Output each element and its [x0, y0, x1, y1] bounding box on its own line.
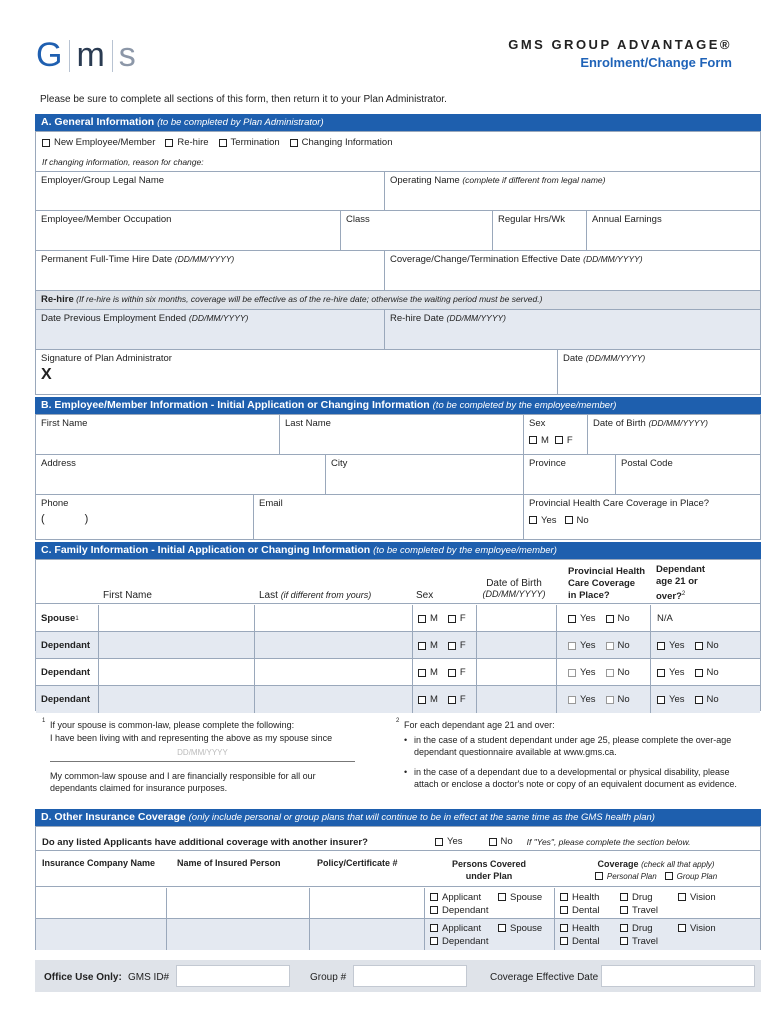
rehire-date-format: (DD/MM/YYYY): [446, 313, 506, 323]
gms-id-label: GMS ID#: [128, 972, 170, 983]
family-last-name-input[interactable]: [255, 632, 411, 659]
family-row-label: [41, 640, 90, 651]
gms-logo: [36, 36, 137, 75]
insured-person-input[interactable]: [167, 919, 308, 950]
family-last-name-input[interactable]: [255, 605, 411, 632]
section-a-header: [35, 114, 761, 131]
coverage-health-label: Health: [572, 892, 600, 903]
rehire-label: Re-hire: [177, 137, 209, 148]
family-column-divider: [650, 605, 651, 632]
province-label: Province: [529, 458, 566, 469]
insurance-column-divider: [554, 919, 555, 950]
family-relationship: Spouse: [41, 613, 76, 624]
section-b-note: (to be completed by the employee/member): [432, 400, 617, 411]
phc-no-label: No: [576, 515, 589, 526]
insurance-company-input[interactable]: [37, 888, 165, 919]
coverage-health-checkbox[interactable]: [560, 924, 568, 932]
group-number-input[interactable]: [353, 965, 467, 987]
family-column-divider: [556, 632, 557, 659]
family-phc-yes-checkbox[interactable]: [568, 642, 576, 650]
previous-employment-end-format: (DD/MM/YYYY): [188, 313, 249, 323]
coverage-health-label: Health: [572, 923, 600, 934]
family-over21-yes-checkbox[interactable]: [657, 642, 665, 650]
dob-field[interactable]: [588, 415, 760, 455]
family-sex-f-checkbox[interactable]: [448, 642, 456, 650]
family-phc-yes-label: Yes: [580, 667, 596, 678]
plan-admin-date-format: (DD/MM/YYYY): [585, 353, 646, 363]
policy-header: Policy/Certificate #: [317, 858, 398, 868]
coverage-drug-checkbox[interactable]: [620, 924, 628, 932]
family-relationship: Dependant: [41, 640, 91, 651]
family-over21-na: N/A: [657, 613, 673, 624]
phc-yes-label: Yes: [541, 515, 557, 526]
family-phc-yes-checkbox[interactable]: [568, 615, 576, 623]
family-column-divider: [412, 686, 413, 713]
family-phc-no-checkbox[interactable]: [606, 696, 614, 704]
persons-applicant-label: Applicant: [442, 923, 482, 934]
family-phc-no-label: No: [617, 613, 630, 624]
family-over21-yes-checkbox[interactable]: [657, 669, 665, 677]
first-name-field[interactable]: [36, 415, 280, 455]
insured-person-input[interactable]: [167, 888, 308, 919]
family-over21-yes-label: Yes: [669, 694, 685, 705]
coverage-health-checkbox[interactable]: [560, 893, 568, 901]
coverage-header-note: (check all that apply): [641, 860, 715, 869]
common-law-date-placeholder: DD/MM/YYYY: [177, 748, 228, 757]
sex-f-label: F: [566, 435, 573, 446]
rehire-notice-label: Re-hire: [41, 294, 74, 305]
coverage-dental-checkbox[interactable]: [560, 937, 568, 945]
persons-covered-header-l2: under Plan: [465, 871, 513, 881]
email-label: Email: [259, 498, 283, 509]
persons-applicant-label: Applicant: [442, 892, 482, 903]
rehire-checkbox[interactable]: [165, 139, 173, 147]
logo-divider: [69, 40, 70, 72]
family-last-name-input[interactable]: [255, 686, 411, 713]
personal-plan-label: Personal Plan: [606, 872, 657, 881]
other-insurance-yes-checkbox[interactable]: [435, 838, 443, 846]
employer-name-label: Employer/Group Legal Name: [41, 175, 165, 186]
family-first-name-input[interactable]: [99, 605, 253, 632]
family-phc-options: [568, 613, 630, 624]
coverage-options: [560, 891, 733, 917]
footnote-1: [50, 719, 350, 745]
family-over21-no-label: No: [706, 694, 719, 705]
section-d-title: D. Other Insurance Coverage: [41, 811, 186, 823]
postal-code-field[interactable]: [616, 455, 760, 495]
other-insurance-question: Do any listed Applicants have additional coverage with another insurer?: [42, 837, 368, 848]
family-over21-footnote-ref: 2: [681, 591, 686, 597]
family-phc-yes-label: Yes: [580, 613, 596, 624]
change-type-options: [42, 137, 392, 148]
address-field[interactable]: [36, 455, 326, 495]
provincial-health-label: Provincial Health Care Coverage in Place?: [529, 498, 710, 509]
common-law-date-input[interactable]: [50, 748, 355, 762]
signature-x-mark: X: [41, 366, 52, 383]
persons-covered-options: [430, 922, 553, 948]
class-field[interactable]: [341, 211, 493, 251]
coverage-travel-label: Travel: [632, 936, 659, 947]
plan-admin-signature-label: Signature of Plan Administrator: [41, 353, 172, 364]
persons-spouse-label: Spouse: [510, 892, 543, 903]
persons-dependant-checkbox[interactable]: [430, 937, 438, 945]
family-first-name-header: First Name: [103, 590, 152, 601]
family-sex-options: [418, 667, 466, 678]
postal-code-label: Postal Code: [621, 458, 673, 469]
phone-area-open: (: [41, 513, 45, 525]
family-phc-options: [568, 694, 630, 705]
family-relationship: Dependant: [41, 667, 91, 678]
section-a-note: (to be completed by Plan Administrator): [157, 117, 324, 128]
family-phc-yes-label: Yes: [580, 694, 596, 705]
policy-number-input[interactable]: [310, 888, 423, 919]
family-phc-header-l3: in Place?: [568, 590, 610, 601]
sex-m-checkbox[interactable]: [529, 436, 537, 444]
reason-for-change-label: If changing information, reason for change:: [42, 157, 204, 167]
family-sex-options: [418, 613, 466, 624]
family-sex-m-label: M: [430, 640, 438, 651]
family-dob-input[interactable]: [477, 686, 555, 713]
family-phc-no-checkbox[interactable]: [606, 642, 614, 650]
section-c-note: (to be completed by the employee/member): [373, 545, 557, 556]
coverage-travel-checkbox[interactable]: [620, 906, 628, 914]
province-field[interactable]: [524, 455, 616, 495]
family-dob-input[interactable]: [477, 659, 555, 686]
coverage-drug-checkbox[interactable]: [620, 893, 628, 901]
form-title: Enrolment/Change Form: [580, 55, 732, 70]
section-b-title: B. Employee/Member Information - Initial Application or Changing Information: [41, 399, 430, 411]
office-use-label: Office Use Only:: [44, 972, 122, 983]
family-relationship: Dependant: [41, 694, 91, 705]
family-phc-no-checkbox[interactable]: [606, 669, 614, 677]
insurance-company-header: Insurance Company Name: [42, 858, 156, 868]
family-column-divider: [556, 659, 557, 686]
section-b-header: [35, 397, 761, 414]
dob-format: (DD/MM/YYYY): [648, 418, 708, 428]
brand-block: [508, 37, 732, 70]
persons-applicant-checkbox[interactable]: [430, 924, 438, 932]
operating-name-note: (complete if different from legal name): [462, 175, 606, 185]
family-sex-m-checkbox[interactable]: [418, 669, 426, 677]
family-sex-m-checkbox[interactable]: [418, 615, 426, 623]
hire-date-format: (DD/MM/YYYY): [174, 254, 235, 264]
annual-earnings-label: Annual Earnings: [592, 214, 662, 225]
address-label: Address: [41, 458, 76, 469]
gms-id-input[interactable]: [176, 965, 290, 987]
family-sex-m-label: M: [430, 613, 438, 624]
family-over21-yes-label: Yes: [669, 667, 685, 678]
family-first-name-input[interactable]: [99, 686, 253, 713]
persons-covered-options: [430, 891, 553, 917]
family-over21-no-checkbox[interactable]: [695, 642, 703, 650]
family-dob-header-format: (DD/MM/YYYY): [482, 589, 546, 599]
persons-covered-header: [430, 858, 548, 882]
sex-f-checkbox[interactable]: [555, 436, 563, 444]
last-name-label: Last Name: [285, 418, 331, 429]
changing-info-checkbox[interactable]: [290, 139, 298, 147]
section-c-header: [35, 542, 761, 559]
family-phc-header-l2: Care Coverage: [568, 578, 636, 589]
logo-divider: [112, 40, 113, 72]
city-label: City: [331, 458, 348, 469]
group-plan-checkbox[interactable]: [665, 872, 673, 880]
family-phc-yes-label: Yes: [580, 640, 596, 651]
family-column-divider: [412, 605, 413, 632]
family-sex-f-checkbox[interactable]: [448, 696, 456, 704]
occupation-field[interactable]: [36, 211, 341, 251]
section-d-header: [35, 809, 761, 826]
changing-info-label: Changing Information: [301, 137, 393, 148]
footnote-2-line-a: For each dependant age 21 and over:: [404, 720, 555, 730]
sex-m-label: M: [541, 435, 549, 446]
sex-label: Sex: [529, 418, 546, 429]
family-last-name-input[interactable]: [255, 659, 411, 686]
family-phc-no-label: No: [617, 694, 630, 705]
new-employee-checkbox[interactable]: [42, 139, 50, 147]
effective-date-field[interactable]: [385, 251, 760, 291]
family-phc-header-l1: Provincial Health: [568, 566, 646, 577]
insurance-column-divider: [554, 888, 555, 919]
provincial-health-field: [524, 495, 760, 539]
family-phc-yes-checkbox[interactable]: [568, 696, 576, 704]
phone-label: Phone: [41, 498, 69, 509]
persons-spouse-checkbox[interactable]: [498, 893, 506, 901]
coverage-dental-label: Dental: [572, 905, 600, 916]
family-sex-f-label: F: [459, 667, 466, 678]
family-over21-header: [656, 564, 705, 603]
family-over21-yes-label: Yes: [669, 640, 685, 651]
new-employee-label: New Employee/Member: [54, 137, 156, 148]
footnote-1-line-a: If your spouse is common-law, please complete the following:: [50, 720, 295, 730]
family-over21-header-l1: Dependant: [656, 564, 706, 575]
rehire-notice-text: (If re-hire is within six months, coverage will be effective as of the re-hire date; otherwise the waiting period must be served.): [76, 294, 543, 304]
family-sex-f-label: F: [459, 613, 466, 624]
other-insurance-yes-label: Yes: [447, 836, 463, 847]
footnote-1-marker: 1: [42, 718, 46, 724]
rehire-date-field[interactable]: [385, 310, 760, 350]
family-sex-f-label: F: [459, 640, 466, 651]
operating-name-field[interactable]: [385, 171, 760, 211]
family-column-divider: [650, 632, 651, 659]
family-sex-header: Sex: [416, 590, 434, 601]
family-sex-m-label: M: [430, 667, 438, 678]
other-insurance-no-label: No: [500, 836, 513, 847]
other-insurance-instruction: If "Yes", please complete the section below.: [526, 836, 691, 847]
phc-no-checkbox[interactable]: [565, 516, 573, 524]
family-sex-m-label: M: [430, 694, 438, 705]
previous-employment-end-label: Date Previous Employment Ended: [41, 313, 187, 324]
effective-date-label: Coverage/Change/Termination Effective Date: [390, 254, 581, 265]
family-phc-options: [568, 667, 630, 678]
family-column-divider: [412, 632, 413, 659]
sex-field: [524, 415, 588, 455]
phone-area-close: ): [84, 513, 89, 525]
last-name-field[interactable]: [280, 415, 524, 455]
group-plan-label: Group Plan: [676, 872, 718, 881]
spouse-footnote-ref: 1: [75, 615, 79, 622]
persons-spouse-label: Spouse: [510, 923, 543, 934]
brand-name: GMS GROUP ADVANTAGE®: [508, 37, 732, 52]
family-row-label: [41, 694, 90, 705]
insurance-company-input[interactable]: [37, 919, 165, 950]
family-over21-options: [657, 667, 719, 678]
family-phc-options: [568, 640, 630, 651]
section-a-title: A. General Information: [41, 116, 155, 128]
coverage-effective-date-label: Coverage Effective Date: [490, 972, 599, 983]
family-phc-no-label: No: [617, 640, 630, 651]
footnote-2-bullet-1: in the case of a student dependant under age 25, please complete the over-age dependant questionnaire available at www.gms.ca.: [414, 735, 732, 757]
family-over21-no-label: No: [706, 640, 719, 651]
family-first-name-input[interactable]: [99, 632, 253, 659]
family-sex-f-label: F: [459, 694, 466, 705]
logo-letter-s: s: [118, 36, 137, 74]
footnote-1-line-c: My common-law spouse and I are financially responsible for all our dependants claimed for insurance purposes.: [50, 771, 316, 793]
coverage-vision-label: Vision: [690, 923, 716, 934]
family-row-label: [41, 667, 90, 678]
regular-hours-field[interactable]: [493, 211, 587, 251]
family-phc-yes-checkbox[interactable]: [568, 669, 576, 677]
coverage-drug-label: Drug: [632, 892, 653, 903]
family-phc-no-checkbox[interactable]: [606, 615, 614, 623]
other-insurance-options: [435, 836, 691, 847]
family-first-name-input[interactable]: [99, 659, 253, 686]
plan-admin-date-field[interactable]: [558, 350, 760, 394]
email-field[interactable]: [254, 495, 524, 539]
rehire-notice-bar: [36, 291, 760, 310]
regular-hours-label: Regular Hrs/Wk: [498, 214, 566, 225]
family-sex-f-checkbox[interactable]: [448, 669, 456, 677]
plan-admin-date-label: Date: [563, 353, 584, 364]
previous-employment-end-field[interactable]: [36, 310, 385, 350]
hire-date-label: Permanent Full-Time Hire Date: [41, 254, 173, 265]
family-over21-no-checkbox[interactable]: [695, 696, 703, 704]
coverage-travel-label: Travel: [632, 905, 659, 916]
family-column-divider: [556, 605, 557, 632]
family-sex-options: [418, 694, 466, 705]
family-sex-m-checkbox[interactable]: [418, 696, 426, 704]
phone-field[interactable]: [36, 495, 254, 539]
family-last-name-header-note: (if different from yours): [280, 590, 372, 600]
coverage-travel-checkbox[interactable]: [620, 937, 628, 945]
persons-spouse-checkbox[interactable]: [498, 924, 506, 932]
family-sex-m-checkbox[interactable]: [418, 642, 426, 650]
annual-earnings-field[interactable]: [587, 211, 760, 251]
group-number-label: Group #: [310, 972, 347, 983]
coverage-options: [560, 922, 733, 948]
persons-dependant-label: Dependant: [442, 905, 489, 916]
dob-label: Date of Birth: [593, 418, 646, 429]
termination-label: Termination: [230, 137, 280, 148]
family-over21-header-l3: over?: [656, 591, 682, 603]
occupation-label: Employee/Member Occupation: [41, 214, 172, 225]
family-row-label: [41, 613, 79, 624]
family-over21-options: [657, 640, 719, 651]
logo-letter-m: m: [76, 36, 106, 74]
section-c-title: C. Family Information - Initial Application or Changing Information: [41, 544, 371, 556]
footnote-2: For each dependant age 21 and over: • in the case of a student dependant under age 25, please complete the over-age dependant questionnaire available at www.gms.ca. • in the case of a dependant due to a developmental or physical disability, please attach or enclose a doctor's note or copy of an equivalent document as evidence.: [404, 719, 744, 790]
persons-applicant-checkbox[interactable]: [430, 893, 438, 901]
persons-dependant-checkbox[interactable]: [430, 906, 438, 914]
family-over21-yes-checkbox[interactable]: [657, 696, 665, 704]
family-over21-options: [657, 694, 719, 705]
family-column-divider: [556, 686, 557, 713]
persons-covered-header-l1: Persons Covered: [451, 859, 527, 869]
family-dob-input[interactable]: [477, 605, 555, 632]
class-label: Class: [346, 214, 370, 225]
family-sex-options: [418, 640, 466, 651]
insured-person-header: Name of Insured Person: [177, 858, 281, 868]
plan-admin-signature-field[interactable]: [36, 350, 558, 394]
coverage-header-label: Coverage: [597, 859, 639, 869]
logo-letter-g: G: [36, 36, 64, 74]
first-name-label: First Name: [41, 418, 88, 429]
termination-checkbox[interactable]: [219, 139, 227, 147]
coverage-drug-label: Drug: [632, 923, 653, 934]
coverage-effective-date-input[interactable]: [601, 965, 755, 987]
family-dob-input[interactable]: [477, 632, 555, 659]
family-column-divider: [650, 659, 651, 686]
footnote-2-marker: 2: [396, 718, 400, 724]
family-over21-no-checkbox[interactable]: [695, 669, 703, 677]
city-field[interactable]: [326, 455, 524, 495]
family-dob-header-label: Date of Birth: [486, 578, 542, 589]
family-phc-header: [568, 566, 645, 602]
family-dob-header: [479, 578, 549, 599]
hire-date-field[interactable]: [36, 251, 385, 291]
family-last-name-header-label: Last: [259, 590, 278, 601]
coverage-vision-checkbox[interactable]: [678, 893, 686, 901]
personal-plan-checkbox[interactable]: [595, 872, 603, 880]
phc-yes-checkbox[interactable]: [529, 516, 537, 524]
coverage-vision-label: Vision: [690, 892, 716, 903]
family-column-divider: [412, 659, 413, 686]
family-column-divider: [650, 686, 651, 713]
coverage-header: [556, 858, 756, 883]
policy-number-input[interactable]: [310, 919, 423, 950]
family-sex-f-checkbox[interactable]: [448, 615, 456, 623]
family-phc-no-label: No: [617, 667, 630, 678]
coverage-dental-checkbox[interactable]: [560, 906, 568, 914]
footnote-2-bullet-2: in the case of a dependant due to a developmental or physical disability, please attach or enclose a doctor's note or copy of an equivalent document as evidence.: [414, 767, 737, 789]
section-d-note: (only include personal or group plans that will continue to be in effect at the same time as the GMS health plan): [188, 812, 655, 823]
coverage-vision-checkbox[interactable]: [678, 924, 686, 932]
operating-name-label: Operating Name: [390, 175, 460, 186]
footnote-1-line-b: I have been living with and representing the above as my spouse since: [50, 733, 333, 743]
effective-date-format: (DD/MM/YYYY): [583, 254, 643, 264]
insurance-column-divider: [424, 919, 425, 950]
insurance-column-divider: [424, 888, 425, 919]
persons-dependant-label: Dependant: [442, 936, 489, 947]
family-last-name-header: [259, 590, 371, 601]
intro-text: Please be sure to complete all sections of this form, then return it to your Plan Administrator.: [40, 94, 447, 105]
rehire-date-label: Re-hire Date: [390, 313, 444, 324]
employer-name-field[interactable]: [36, 171, 385, 211]
family-over21-header-l2: age 21 or: [656, 576, 698, 587]
other-insurance-no-checkbox[interactable]: [489, 838, 497, 846]
coverage-dental-label: Dental: [572, 936, 600, 947]
family-over21-no-label: No: [706, 667, 719, 678]
